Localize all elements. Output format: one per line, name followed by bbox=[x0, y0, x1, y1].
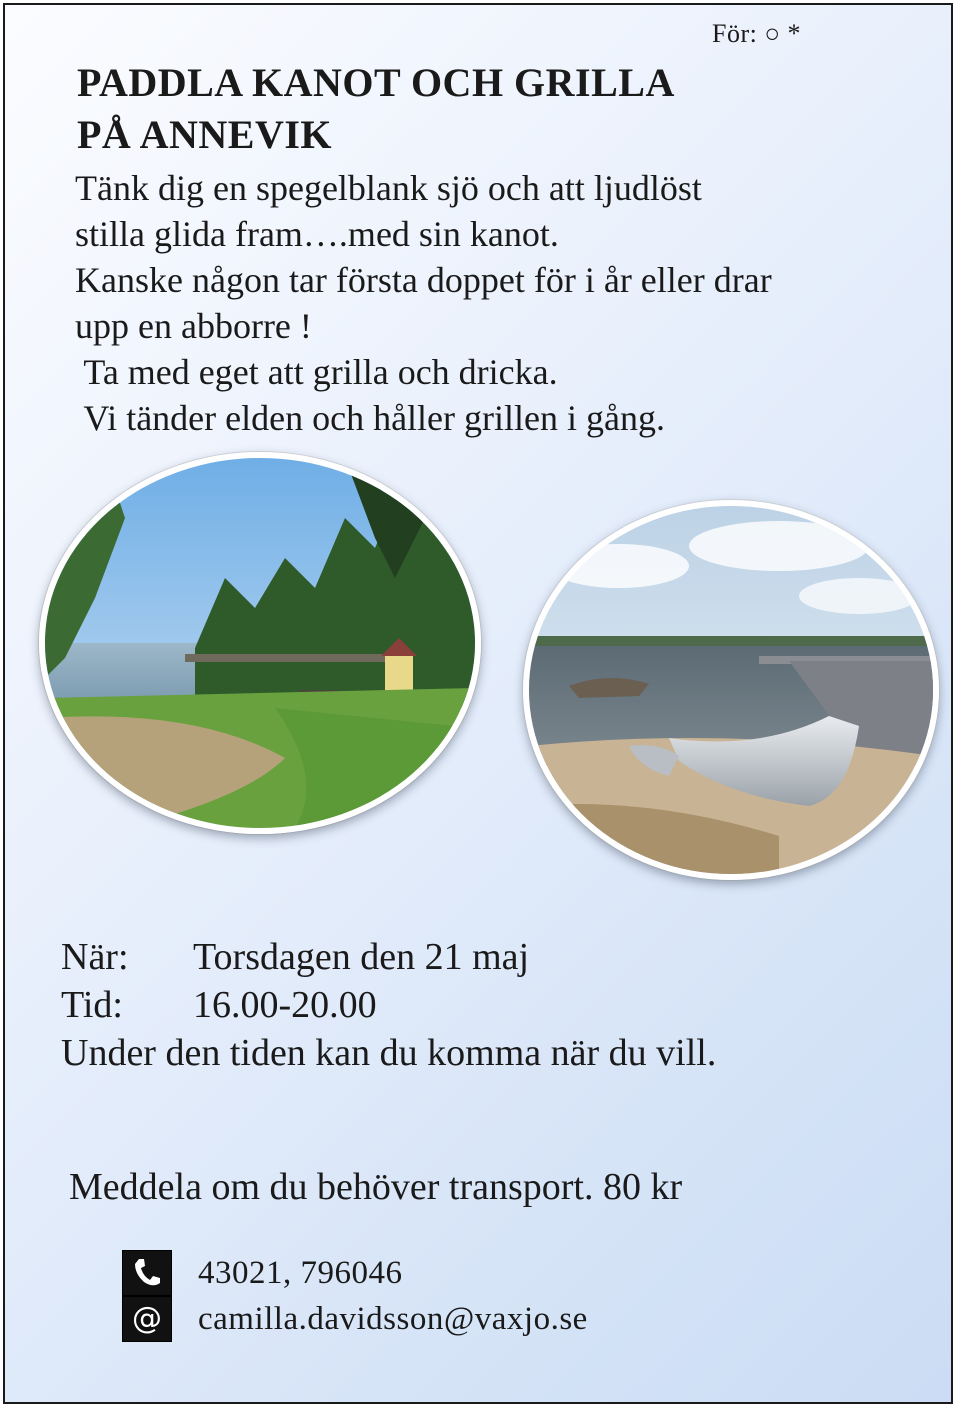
phone-row bbox=[122, 1250, 588, 1296]
at-symbol: @ bbox=[132, 1301, 162, 1336]
phone-icon bbox=[122, 1250, 172, 1296]
time-row bbox=[61, 981, 921, 1029]
canoe-photo bbox=[523, 500, 939, 880]
page-title bbox=[77, 57, 857, 161]
details-note: Under den tiden kan du komma när du vill. bbox=[61, 1032, 717, 1074]
intro-line: upp en abborre ! bbox=[75, 306, 312, 346]
email-address[interactable]: camilla.davidsson@vaxjo.se bbox=[198, 1300, 588, 1337]
for-label: För: ○ * bbox=[712, 19, 802, 48]
email-row bbox=[122, 1296, 588, 1342]
intro-line: Ta med eget att grilla och dricka. bbox=[75, 352, 558, 392]
flyer-page bbox=[3, 3, 953, 1404]
transport-note: Meddela om du behöver transport. 80 kr bbox=[69, 1166, 683, 1208]
intro-line: Kanske någon tar första doppet för i år eller drar bbox=[75, 260, 772, 300]
title-line-1: PADDLA KANOT OCH GRILLA bbox=[77, 60, 675, 105]
at-sign-icon bbox=[122, 1296, 172, 1342]
date-label: När: bbox=[61, 936, 129, 978]
intro-line: Vi tänder elden och håller grillen i gång. bbox=[75, 398, 665, 438]
title-line-2: PÅ ANNEVIK bbox=[77, 112, 333, 157]
contact-info bbox=[122, 1250, 588, 1342]
event-details bbox=[61, 933, 921, 1077]
lake-shore-photo bbox=[39, 452, 481, 834]
phone-number: 43021, 796046 bbox=[198, 1254, 403, 1291]
time-value: 16.00-20.00 bbox=[193, 984, 377, 1026]
intro-line: stilla glida fram….med sin kanot. bbox=[75, 214, 559, 254]
date-value: Torsdagen den 21 maj bbox=[193, 936, 530, 978]
intro-line: Tänk dig en spegelblank sjö och att ljudlöst bbox=[75, 168, 702, 208]
intro-text bbox=[75, 165, 935, 441]
date-row bbox=[61, 933, 921, 981]
time-label: Tid: bbox=[61, 984, 123, 1026]
